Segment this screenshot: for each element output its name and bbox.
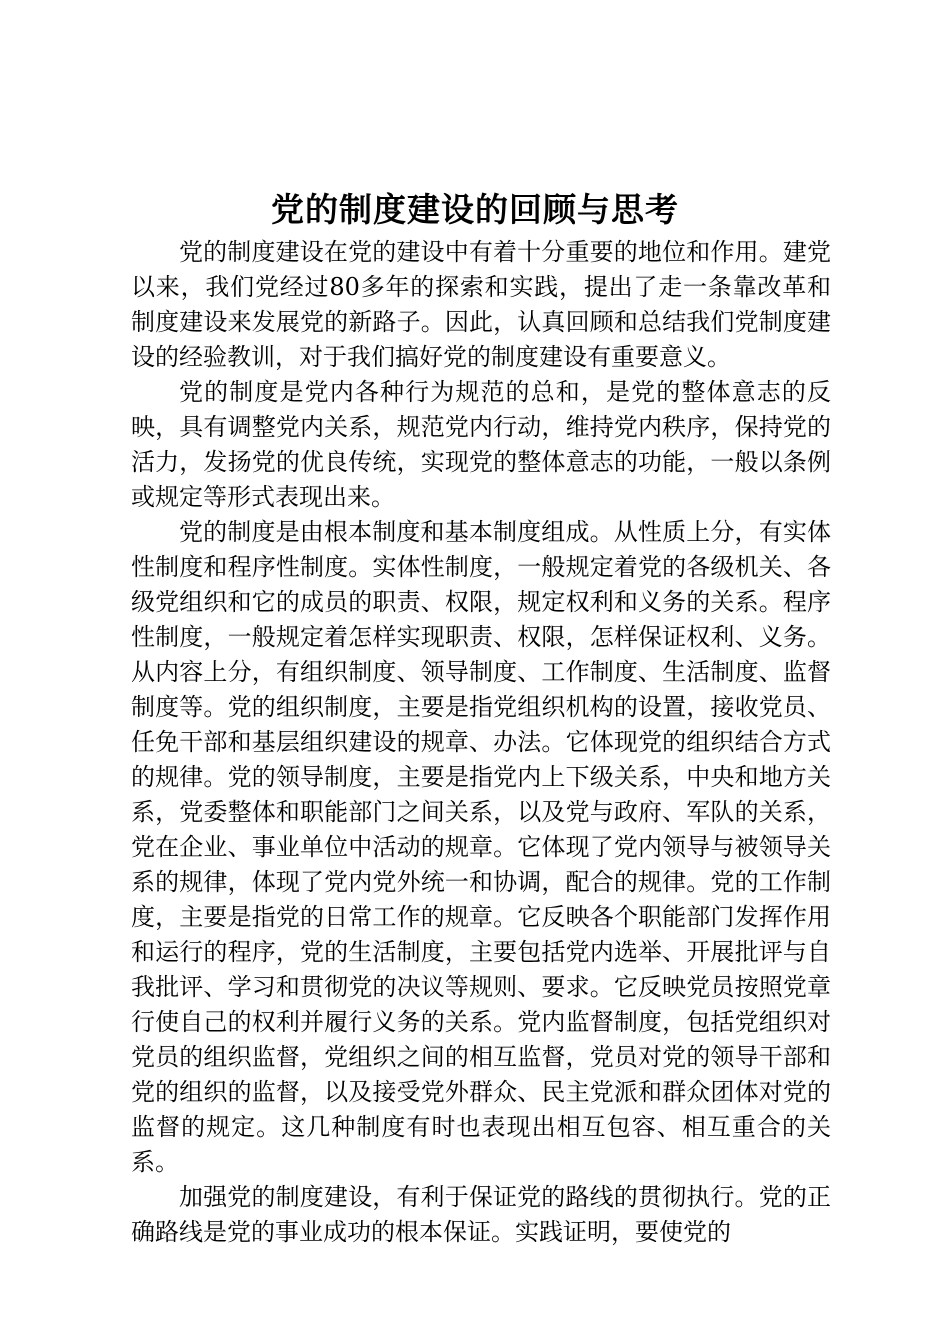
paragraph-significance: 加强党的制度建设，有利于保证党的路线的贯彻执行。党的正确路线是党的事业成功的根本保证。实践证明，要使党的 [131,1183,831,1246]
document-title: 党的制度建设的回顾与思考 [271,190,679,229]
document-body [131,235,831,1250]
paragraph-intro: 党的制度建设在党的建设中有着十分重要的地位和作用。建党以来，我们党经过80多年的探索和实践，提出了走一条靠改革和制度建设来发展党的新路子。因此，认真回顾和总结我们党制度建设的经验教训，对于我们搞好党的制度建设有重要意义。 [131,238,831,371]
paragraph-definition: 党的制度是党内各种行为规范的总和，是党的整体意志的反映，具有调整党内关系，规范党内行动，维持党内秩序，保持党的活力，发扬党的优良传统，实现党的整体意志的功能，一般以条例或规定等形式表现出来。 [131,378,831,511]
paragraph-composition: 党的制度是由根本制度和基本制度组成。从性质上分，有实体性制度和程序性制度。实体性制度，一般规定着党的各级机关、各级党组织和它的成员的职责、权限，规定权利和义务的关系。程序性制度，一般规定着怎样实现职责、权限，怎样保证权利、义务。从内容上分，有组织制度、领导制度、工作制度、生活制度、监督制度等。党的组织制度，主要是指党组织机构的设置，接收党员、任免干部和基层组织建设的规章、办法。它体现党的组织结合方式的规律。党的领导制度，主要是指党内上下级关系，中央和地方关系，党委整体和职能部门之间关系，以及党与政府、军队的关系，党在企业、事业单位中活动的规章。它体现了党内领导与被领导关系的规律，体现了党内党外统一和协调，配合的规律。党的工作制度，主要是指党的日常工作的规章。它反映各个职能部门发挥作用和运行的程序，党的生活制度，主要包括党内选举、开展批评与自我批评、学习和贯彻党的决议等规则、要求。它反映党员按照党章行使自己的权利并履行义务的关系。党内监督制度，包括党组织对党员的组织监督，党组织之间的相互监督，党员对党的领导干部和党的组织的监督，以及接受党外群众、民主党派和群众团体对党的监督的规定。这几种制度有时也表现出相互包容、相互重合的关系。 [131,518,831,1176]
